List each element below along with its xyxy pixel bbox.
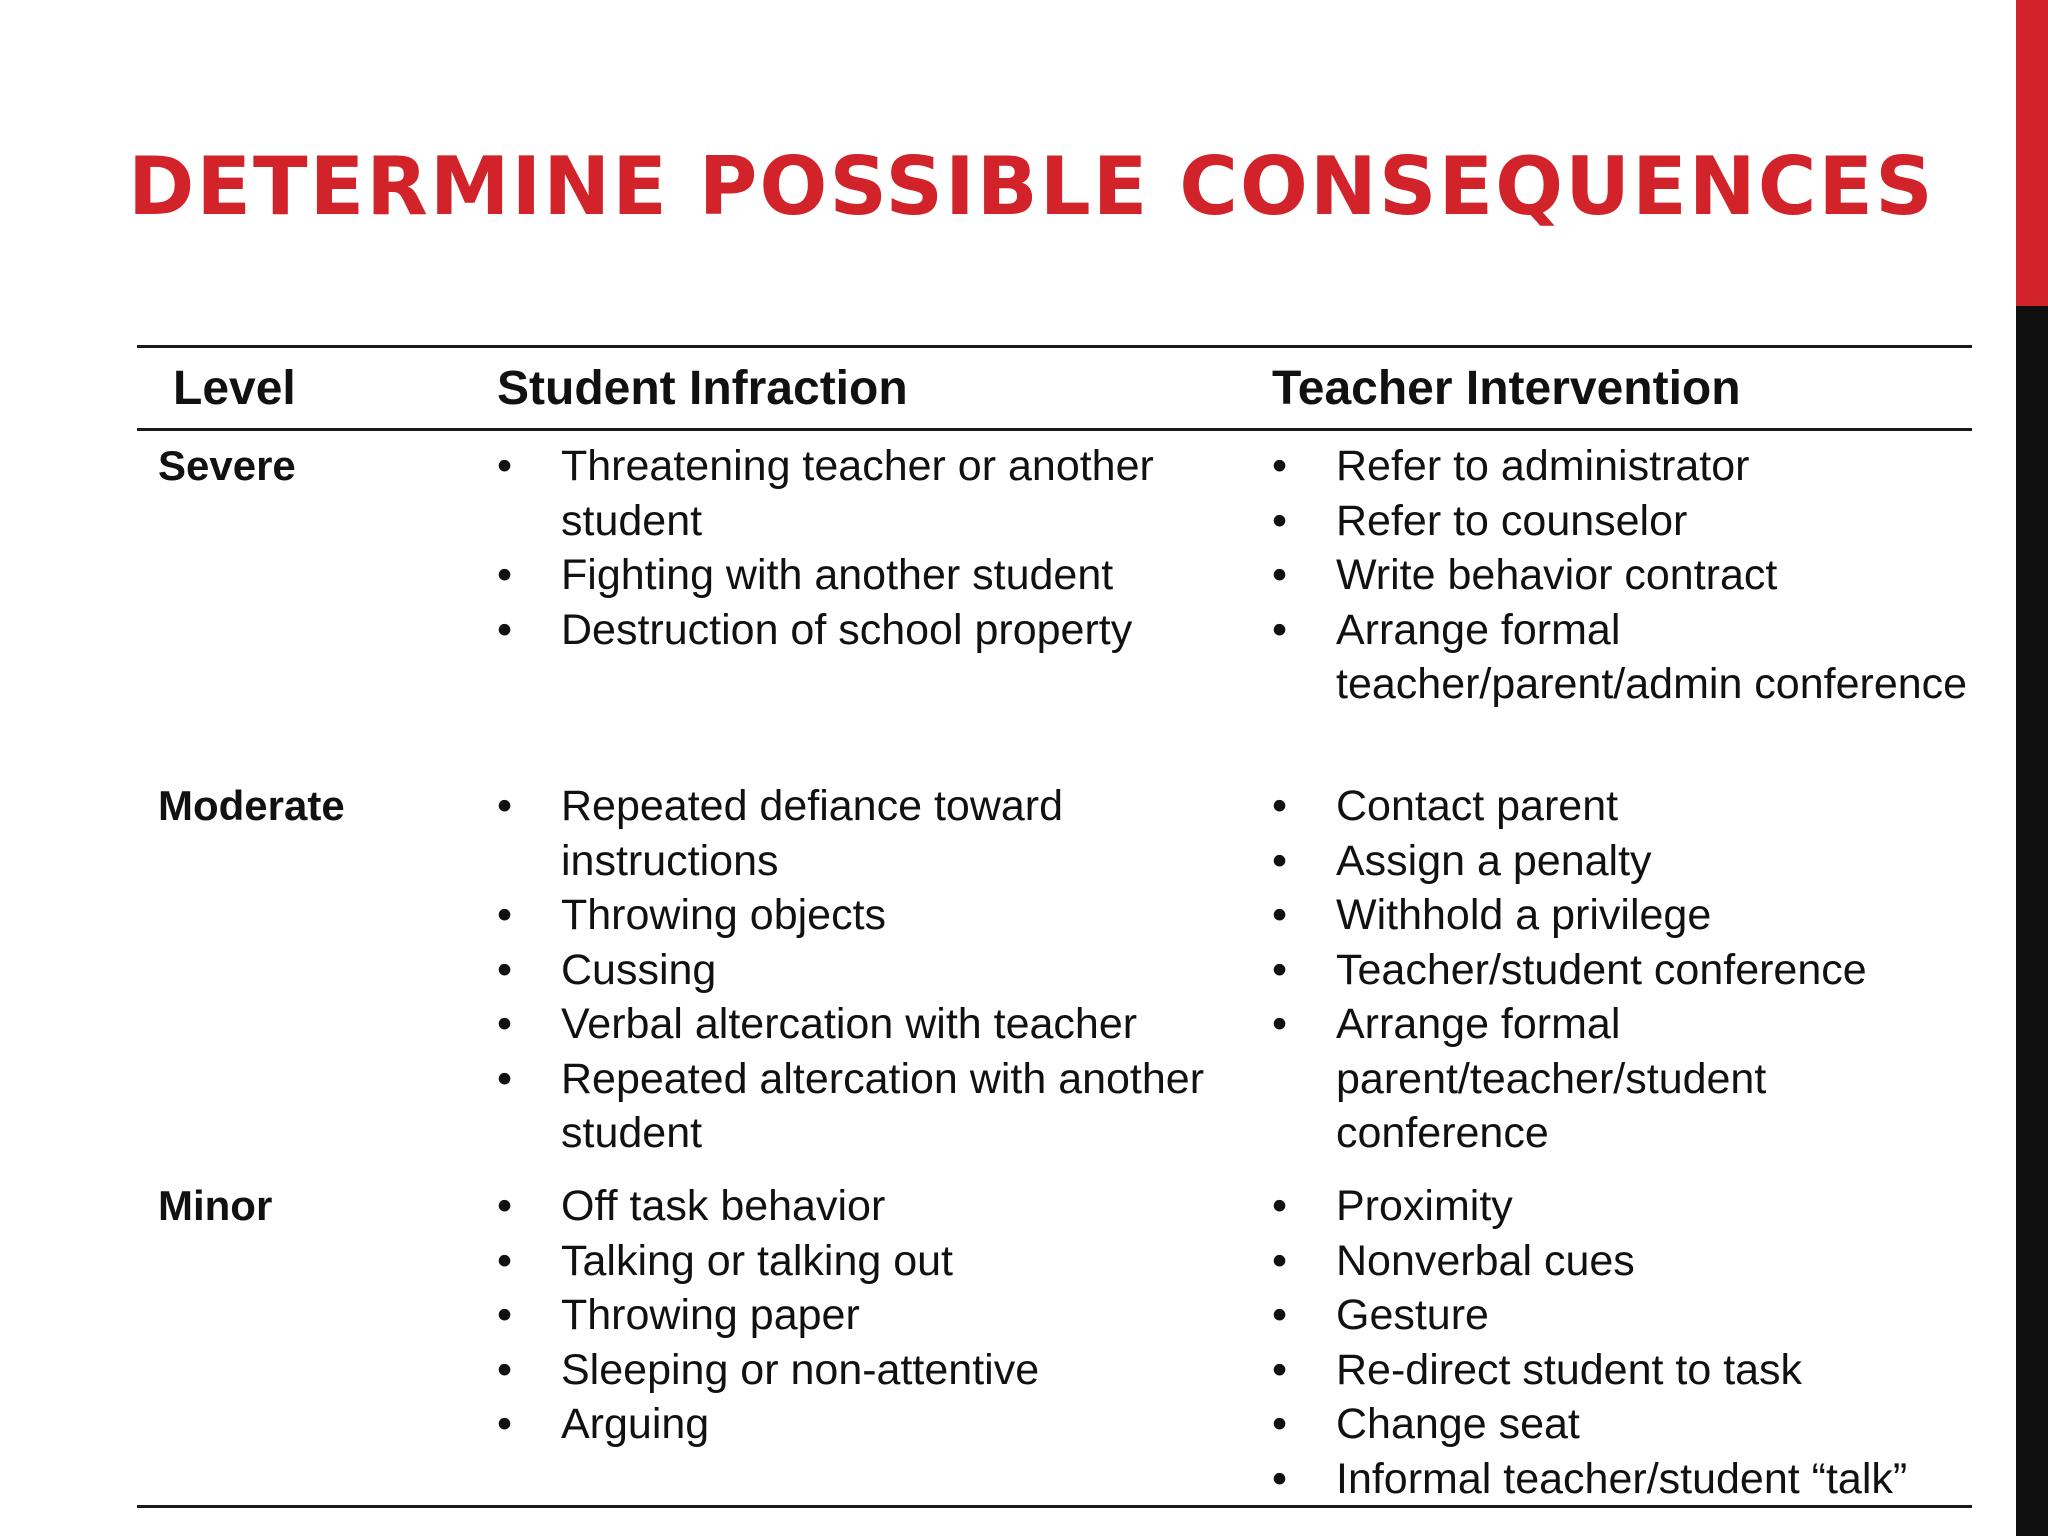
list-item-text: Throwing objects bbox=[561, 891, 887, 939]
bullet-icon: • bbox=[497, 1291, 513, 1339]
list-item-text: Change seat bbox=[1336, 1400, 1580, 1448]
level-label: Moderate bbox=[158, 782, 345, 829]
bullet-icon: • bbox=[497, 1054, 513, 1103]
list-item bbox=[497, 997, 1272, 1052]
table-row bbox=[137, 1175, 1972, 1505]
list-item bbox=[497, 1288, 1272, 1343]
infraction-cell bbox=[497, 775, 1272, 1161]
header-teacher-intervention: Teacher Intervention bbox=[1272, 361, 1741, 415]
list-item-text: Nonverbal cues bbox=[1336, 1236, 1635, 1285]
consequences-table bbox=[137, 345, 1972, 1508]
list-item bbox=[497, 1234, 1272, 1289]
list-item bbox=[497, 439, 1272, 548]
list-item-text: Off task behavior bbox=[561, 1182, 886, 1230]
list-item-text: Fighting with another student bbox=[561, 551, 1114, 599]
list-item bbox=[1272, 779, 1972, 834]
list-item-text: Proximity bbox=[1336, 1182, 1513, 1230]
bullet-icon: • bbox=[1272, 1400, 1288, 1448]
list-item-text: Throwing paper bbox=[561, 1291, 860, 1339]
list-item-text: Repeated defiance toward instructions bbox=[561, 782, 1064, 885]
list-item-text: Arrange formal parent/teacher/student conference bbox=[1336, 1000, 1767, 1157]
bullet-icon: • bbox=[1272, 1291, 1288, 1339]
bullet-icon: • bbox=[497, 945, 513, 994]
list-item-text: Withhold a privilege bbox=[1336, 891, 1712, 939]
bullet-icon: • bbox=[497, 605, 513, 654]
list-item-text: Sleeping or non-attentive bbox=[561, 1345, 1040, 1394]
slide-title: DETERMINE POSSIBLE CONSEQUENCES bbox=[128, 140, 1935, 233]
infraction-list bbox=[497, 775, 1272, 1161]
header-level: Level bbox=[173, 361, 296, 415]
list-item-text: Re-direct student to task bbox=[1336, 1345, 1803, 1394]
bullet-icon: • bbox=[497, 442, 513, 490]
bullet-icon: • bbox=[1272, 1454, 1288, 1503]
bullet-icon: • bbox=[1272, 496, 1288, 545]
list-item-text: Destruction of school property bbox=[561, 605, 1133, 654]
table-row bbox=[137, 775, 1972, 1175]
list-item-text: Cussing bbox=[561, 945, 717, 994]
list-item-text: Refer to counselor bbox=[1336, 496, 1688, 545]
bullet-icon: • bbox=[1272, 891, 1288, 939]
list-item-text: Write behavior contract bbox=[1336, 551, 1778, 599]
level-label: Minor bbox=[158, 1182, 273, 1229]
infraction-list bbox=[497, 435, 1272, 657]
header-student-infraction: Student Infraction bbox=[497, 361, 908, 415]
list-item-text: Arrange formal teacher/parent/admin conference bbox=[1336, 605, 1968, 708]
list-item bbox=[497, 1179, 1272, 1234]
list-item bbox=[1272, 548, 1972, 603]
list-item-text: Teacher/student conference bbox=[1336, 945, 1867, 994]
list-item bbox=[497, 1052, 1272, 1161]
list-item-text: Threatening teacher or another student bbox=[561, 442, 1154, 545]
bullet-icon: • bbox=[497, 891, 513, 939]
bullet-icon: • bbox=[497, 1345, 513, 1394]
list-item bbox=[497, 1397, 1272, 1452]
list-item bbox=[1272, 943, 1972, 998]
intervention-cell bbox=[1272, 435, 1972, 712]
intervention-list bbox=[1272, 1175, 1972, 1506]
list-item bbox=[497, 779, 1272, 888]
list-item bbox=[497, 1343, 1272, 1398]
list-item-text: Informal teacher/student “talk” bbox=[1336, 1454, 1908, 1503]
accent-bar-red bbox=[2016, 0, 2048, 306]
list-item-text: Repeated altercation with another student bbox=[561, 1054, 1205, 1157]
list-item bbox=[497, 548, 1272, 603]
bullet-icon: • bbox=[1272, 836, 1288, 885]
intervention-list bbox=[1272, 775, 1972, 1161]
bullet-icon: • bbox=[1272, 1345, 1288, 1394]
list-item-text: Assign a penalty bbox=[1336, 836, 1652, 885]
list-item-text: Talking or talking out bbox=[561, 1236, 953, 1285]
level-label: Severe bbox=[158, 442, 296, 489]
bullet-icon: • bbox=[497, 551, 513, 599]
list-item bbox=[1272, 1179, 1972, 1234]
infraction-list bbox=[497, 1175, 1272, 1452]
list-item bbox=[1272, 834, 1972, 889]
bullet-icon: • bbox=[1272, 1182, 1288, 1230]
bullet-icon: • bbox=[1272, 945, 1288, 994]
list-item bbox=[1272, 1343, 1972, 1398]
bullet-icon: • bbox=[1272, 442, 1288, 490]
bullet-icon: • bbox=[497, 782, 513, 830]
bullet-icon: • bbox=[497, 1400, 513, 1448]
list-item bbox=[1272, 997, 1972, 1161]
list-item-text: Contact parent bbox=[1336, 782, 1619, 830]
intervention-cell bbox=[1272, 1175, 1972, 1506]
infraction-cell bbox=[497, 435, 1272, 657]
list-item bbox=[1272, 603, 1972, 712]
table-row bbox=[137, 431, 1972, 775]
accent-bar-black bbox=[2016, 306, 2048, 1536]
bullet-icon: • bbox=[1272, 1236, 1288, 1285]
list-item-text: Verbal altercation with teacher bbox=[561, 1000, 1138, 1048]
list-item bbox=[1272, 494, 1972, 549]
infraction-cell bbox=[497, 1175, 1272, 1452]
bullet-icon: • bbox=[1272, 605, 1288, 654]
list-item bbox=[1272, 1452, 1972, 1507]
list-item bbox=[1272, 1288, 1972, 1343]
list-item bbox=[1272, 439, 1972, 494]
list-item-text: Gesture bbox=[1336, 1291, 1489, 1339]
intervention-cell bbox=[1272, 775, 1972, 1161]
list-item bbox=[497, 888, 1272, 943]
bullet-icon: • bbox=[1272, 1000, 1288, 1048]
list-item bbox=[1272, 888, 1972, 943]
list-item-text: Arguing bbox=[561, 1400, 710, 1448]
list-item bbox=[1272, 1397, 1972, 1452]
table-header-row bbox=[137, 348, 1972, 431]
intervention-list bbox=[1272, 435, 1972, 712]
list-item bbox=[1272, 1234, 1972, 1289]
list-item bbox=[497, 943, 1272, 998]
bullet-icon: • bbox=[1272, 782, 1288, 830]
bullet-icon: • bbox=[497, 1000, 513, 1048]
list-item-text: Refer to administrator bbox=[1336, 442, 1750, 490]
bullet-icon: • bbox=[497, 1182, 513, 1230]
bullet-icon: • bbox=[1272, 551, 1288, 599]
list-item bbox=[497, 603, 1272, 658]
bullet-icon: • bbox=[497, 1236, 513, 1285]
